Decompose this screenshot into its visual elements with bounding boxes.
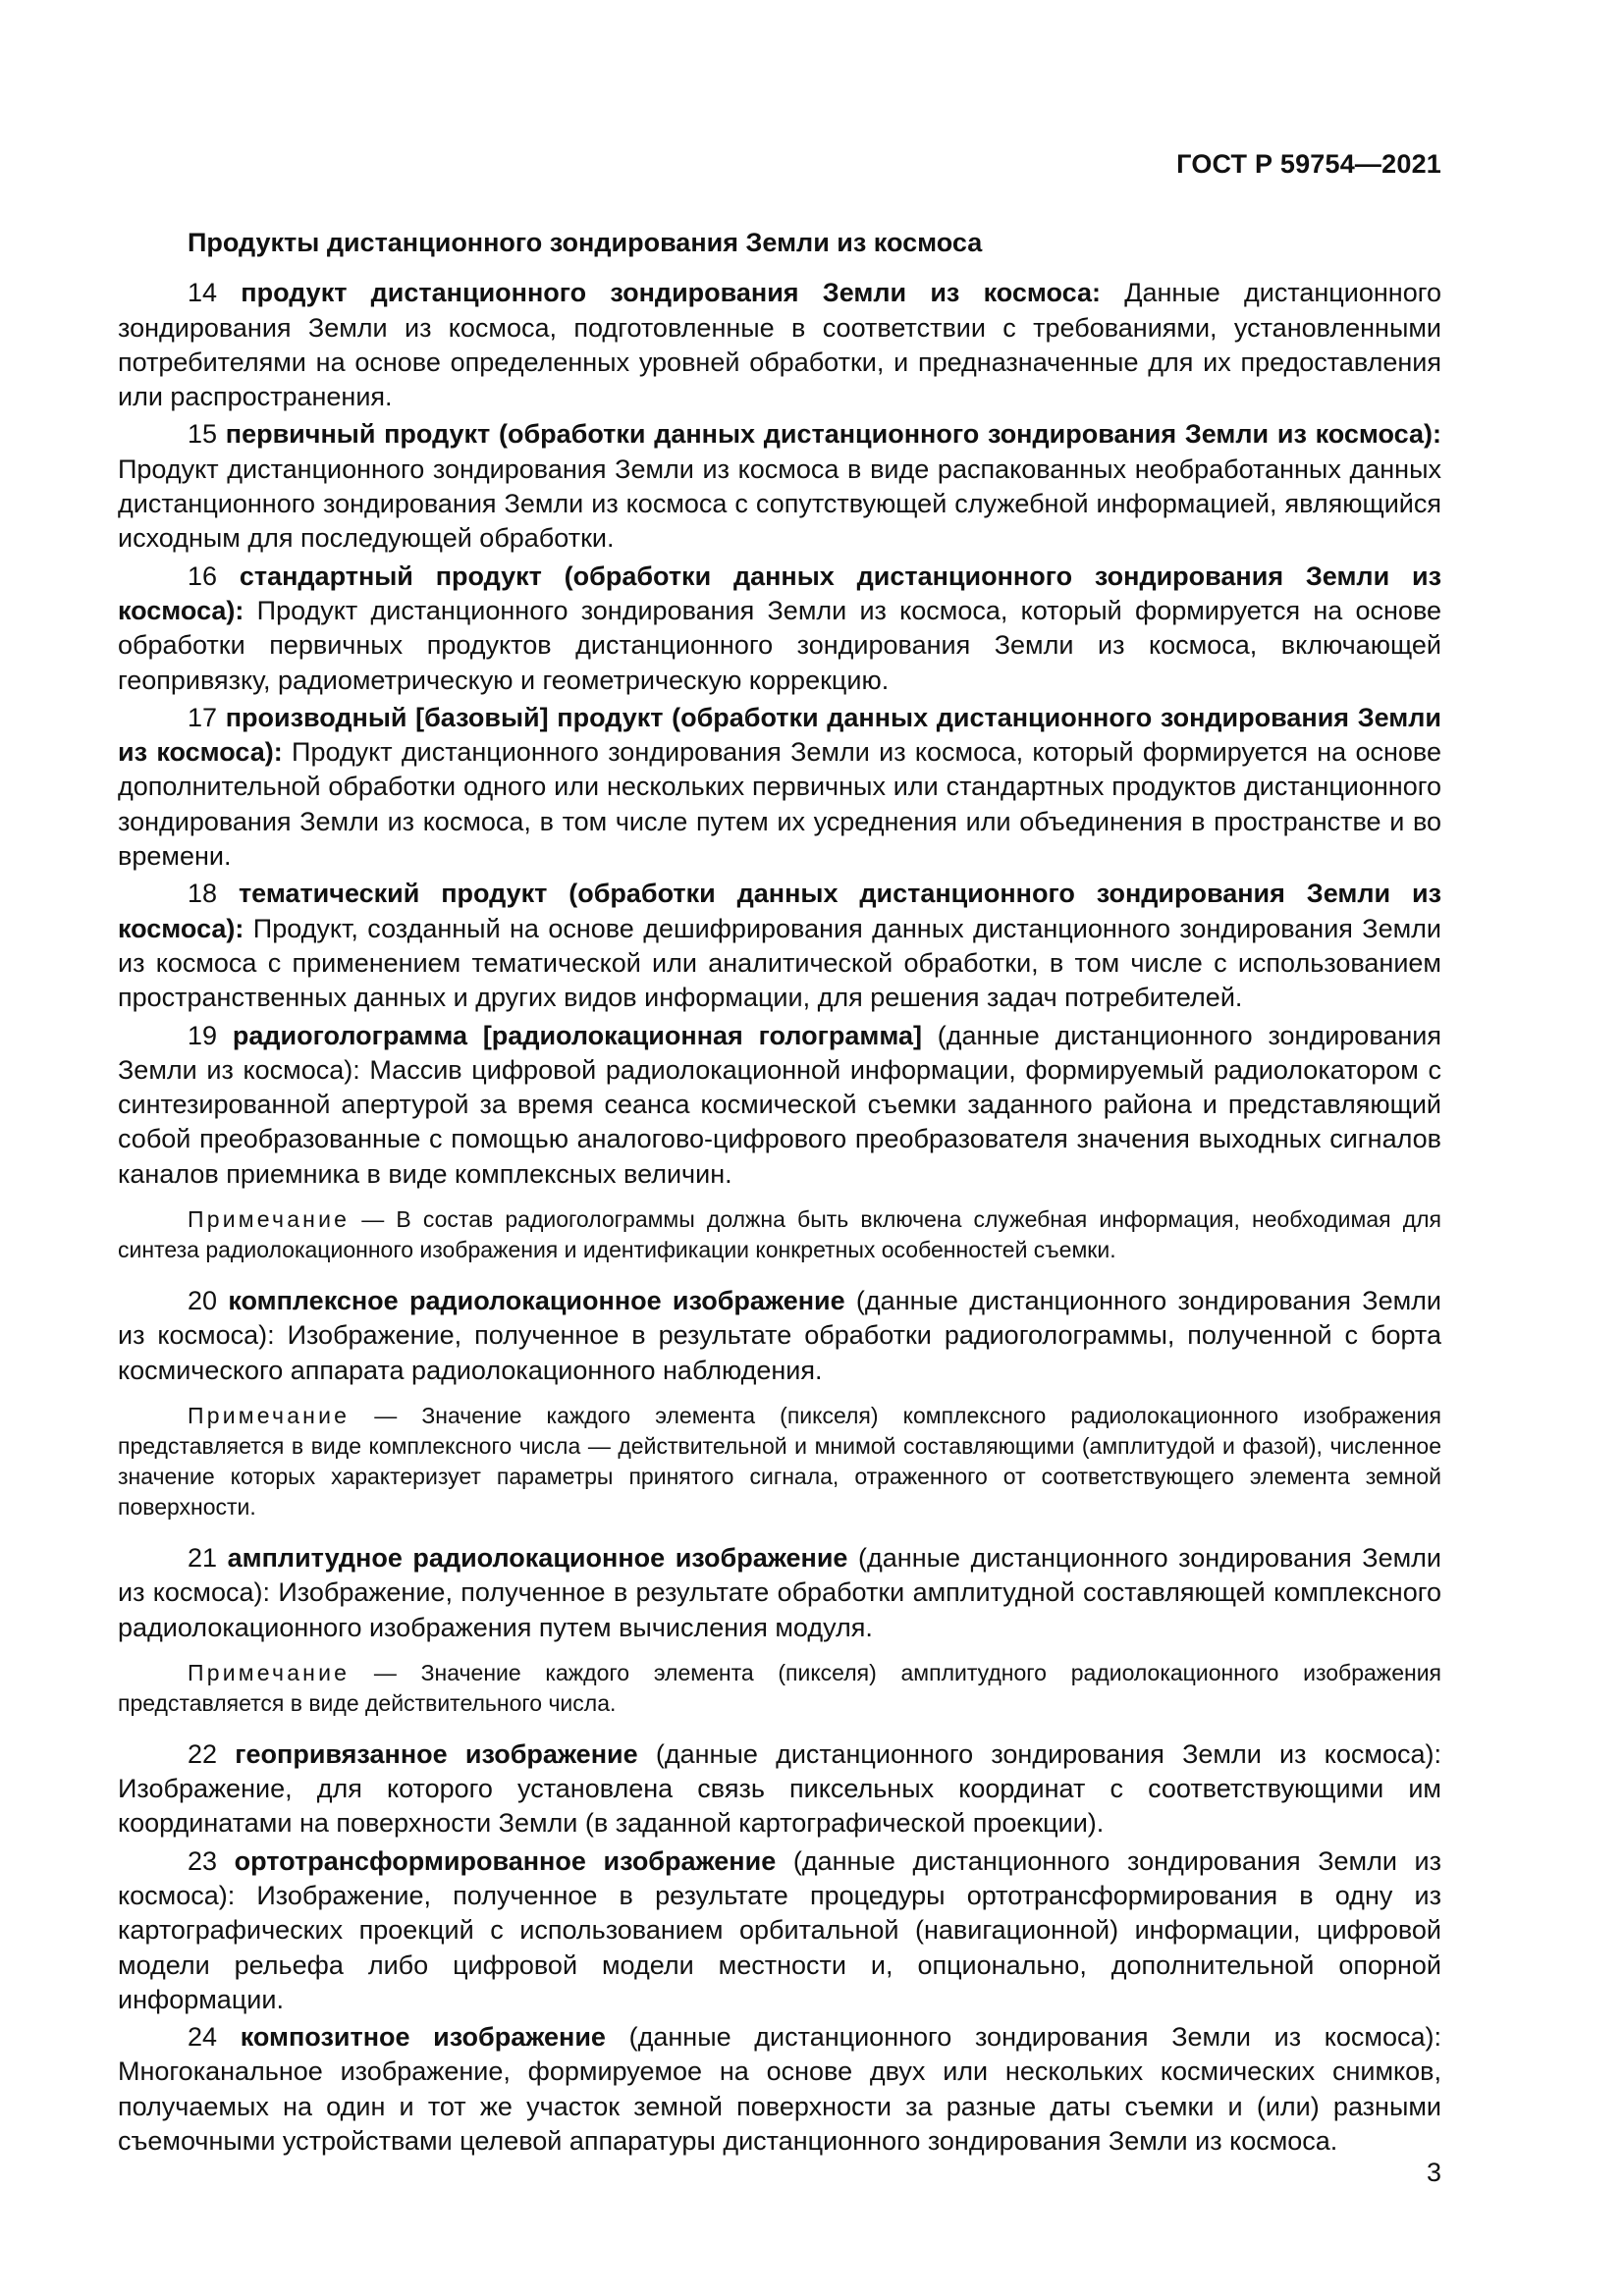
term-title: комплексное радиолокационное изображение: [228, 1286, 845, 1316]
term-number: 21: [188, 1542, 218, 1573]
term-16: [118, 560, 1441, 698]
term-title: композитное изображение: [240, 2022, 606, 2053]
term-17: [118, 701, 1441, 874]
term-title: первичный продукт (обработки данных дистанционного зондирования Земли из космоса):: [225, 419, 1441, 450]
term-definition: Данные дистанционного зондирования Земли из космоса, подготовленные в соответствии с требованиями, установленными потребителями на основе определенных уровней обработки, и предназначенные для их предоставления или распространения.: [118, 278, 1441, 412]
note-label: Примечание: [188, 1206, 351, 1233]
section-title: Продукты дистанционного зондирования Земли из космоса: [188, 228, 983, 257]
term-23: [118, 1844, 1441, 2017]
term-15: [118, 417, 1441, 556]
term-number: 18: [188, 879, 218, 909]
term-definition: Продукт дистанционного зондирования Земли из космоса, который формируется на основе дополнительной обработки одного или нескольких первичных или стандартных продуктов дистанционного зондирования Земли из космоса, в том числе путем их усреднения или объединения в пространстве и во времени.: [118, 737, 1441, 872]
term-definition: (данные дистанционного зондирования Земли из космоса): Массив цифровой радиолокационной информации, формируемый радиолокатором с синтезированной апертурой за время сеанса космической съемки заданного района и представляющий собой преобразованные с помощью аналогово-цифрового преобразователя значения выходных сигналов каналов приемника в виде комплексных величин.: [118, 1020, 1441, 1189]
term-21: [118, 1541, 1441, 1645]
page-number: 3: [1426, 2158, 1441, 2187]
term-title: радиоголограмма [радиолокационная голограмма]: [232, 1020, 922, 1050]
term-number: 20: [188, 1286, 218, 1316]
term-number: 14: [188, 278, 218, 308]
term-definition: (данные дистанционного зондирования Земли из космоса): Многоканальное изображение, формируемое на основе двух или нескольких космических снимков, получаемых на один и тот же участок земной поверхности за разные даты съемки и (или) разными съемочными устройствами целевой аппаратуры дистанционного зондирования Земли из космоса.: [118, 2022, 1441, 2157]
term-definition: Продукт, созданный на основе дешифрирования данных дистанционного зондирования Земли из космоса с применением тематической или аналитической обработки, в том числе с использованием пространственных данных и других видов информации, для решения задач потребителей.: [118, 913, 1441, 1013]
term-24: [118, 2020, 1441, 2159]
term-definition: (данные дистанционного зондирования Земли из космоса): Изображение, полученное в результате обработки амплитудной составляющей комплексного радиолокационного изображения путем вычисления модуля.: [118, 1542, 1441, 1642]
term-definition: (данные дистанционного зондирования Земли из космоса): Изображение, для которого установлена связь пиксельных координат с соответствующими им координатами на поверхности Земли (в заданной картографической проекции).: [118, 1738, 1441, 1839]
term-number: 19: [188, 1020, 218, 1050]
note-21: [118, 1658, 1441, 1719]
note-text: — В состав радиоголограммы должна быть включена служебная информация, необходимая для синтеза радиолокационного изображения и идентификации конкретных особенностей съемки.: [118, 1206, 1441, 1263]
term-18: [118, 877, 1441, 1015]
term-title: амплитудное радиолокационное изображение: [227, 1542, 848, 1573]
term-19: [118, 1019, 1441, 1192]
term-number: 23: [188, 1845, 218, 1876]
note-19: [118, 1204, 1441, 1265]
term-number: 17: [188, 702, 218, 732]
term-title: производный [базовый] продукт (обработки данных дистанционного зондирования Земли из космоса):: [118, 702, 1441, 768]
term-definition: Продукт дистанционного зондирования Земли из космоса в виде распакованных необработанных данных дистанционного зондирования Земли из космоса с сопутствующей служебной информацией, являющийся исходным для последующей обработки.: [118, 454, 1441, 554]
term-22: [118, 1737, 1441, 1842]
term-title: стандартный продукт (обработки данных дистанционного зондирования Земли из космоса):: [118, 561, 1441, 625]
term-number: 22: [188, 1738, 218, 1769]
term-number: 15: [188, 419, 218, 450]
term-number: 16: [188, 561, 218, 591]
term-definition: (данные дистанционного зондирования Земли из космоса): Изображение, полученное в результате обработки радиоголограммы, полученной с борта космического аппарата радиолокационного наблюдения.: [118, 1286, 1441, 1385]
note-label: Примечание: [188, 1402, 351, 1428]
note-text: — Значение каждого элемента (пикселя) амплитудного радиолокационного изображения представляется в виде действительного числа.: [118, 1659, 1441, 1716]
note-label: Примечание: [188, 1659, 351, 1685]
note-20: [118, 1401, 1441, 1522]
term-number: 24: [188, 2022, 218, 2053]
page-content: [118, 226, 1441, 2162]
note-text: — Значение каждого элемента (пикселя) комплексного радиолокационного изображения представляется в виде комплексного числа — действительной и мнимой составляющими (амплитудой и фазой), численное значение которых характеризует параметры принятого сигнала, отраженного от соответствующего элемента земной поверхности.: [118, 1402, 1441, 1520]
term-definition: (данные дистанционного зондирования Земли из космоса): Изображение, полученное в результате процедуры ортотрансформирования в одну из картографических проекций с использованием орбитальной (навигационной) информации, цифровой модели рельефа либо цифровой модели местности и, опционально, дополнительной опорной информации.: [118, 1845, 1441, 2014]
term-title: геопривязанное изображение: [235, 1738, 638, 1769]
term-title: продукт дистанционного зондирования Земли из космоса:: [241, 278, 1101, 308]
term-20: [118, 1284, 1441, 1388]
document-code-header: ГОСТ Р 59754—2021: [1176, 149, 1441, 179]
term-title: ортотрансформированное изображение: [234, 1845, 777, 1876]
term-14: [118, 276, 1441, 414]
term-title: тематический продукт (обработки данных дистанционного зондирования Земли из космоса):: [118, 879, 1441, 943]
term-definition: Продукт дистанционного зондирования Земли из космоса, который формируется на основе обработки первичных продуктов дистанционного зондирования Земли из космоса, включающей геопривязку, радиометрическую и геометрическую коррекцию.: [118, 595, 1441, 695]
